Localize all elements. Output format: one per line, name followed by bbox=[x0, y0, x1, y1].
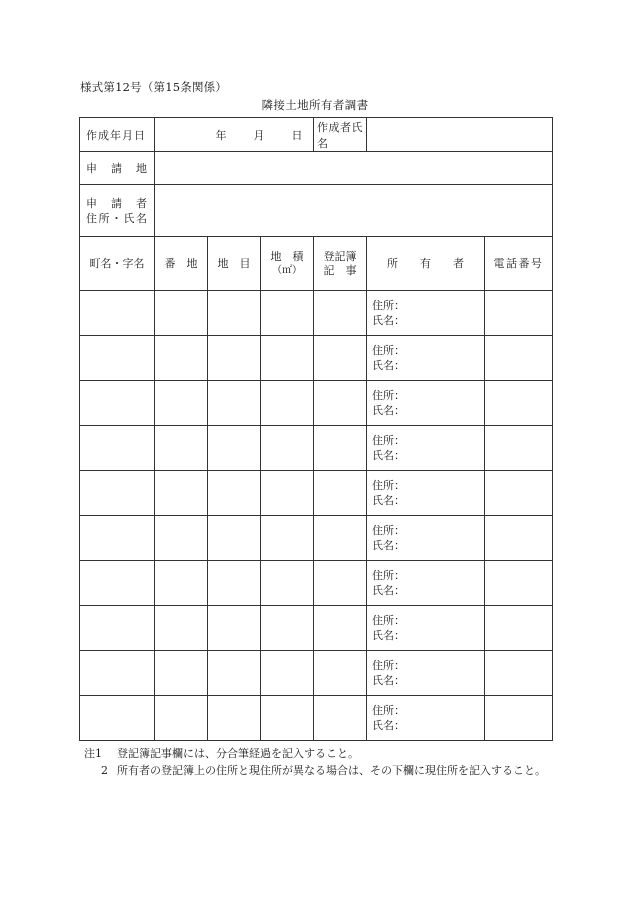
cell-owner[interactable] bbox=[367, 336, 485, 381]
cell-land-category[interactable] bbox=[208, 516, 261, 561]
cell-land-category[interactable] bbox=[208, 561, 261, 606]
cell-registry[interactable] bbox=[314, 651, 367, 696]
cell-phone[interactable] bbox=[485, 291, 553, 336]
cell-town[interactable] bbox=[80, 381, 155, 426]
col-registry-line2: 記 事 bbox=[323, 263, 357, 277]
table-row bbox=[80, 561, 553, 606]
owner-address-label: 住所： bbox=[372, 659, 405, 672]
owner-name-label: 氏名： bbox=[372, 719, 405, 732]
cell-registry[interactable] bbox=[314, 696, 367, 741]
owner-name-label: 氏名： bbox=[372, 539, 405, 552]
col-phone: 電話番号 bbox=[485, 237, 553, 291]
cell-lot-number[interactable] bbox=[155, 381, 208, 426]
applicant-label bbox=[80, 185, 155, 237]
cell-town[interactable] bbox=[80, 651, 155, 696]
note-item bbox=[84, 762, 554, 779]
cell-phone[interactable] bbox=[485, 426, 553, 471]
note-mark: 注1 bbox=[84, 747, 102, 760]
adjacent-owner-table bbox=[79, 117, 553, 741]
year-unit: 年 bbox=[215, 128, 227, 142]
col-lot-number: 番 地 bbox=[155, 237, 208, 291]
col-town: 町名・字名 bbox=[80, 237, 155, 291]
col-land-category: 地 目 bbox=[208, 237, 261, 291]
table-row bbox=[80, 516, 553, 561]
owner-address-label: 住所： bbox=[372, 299, 405, 312]
cell-lot-number[interactable] bbox=[155, 606, 208, 651]
applicant-field[interactable] bbox=[155, 185, 553, 237]
applied-land-field[interactable] bbox=[155, 152, 553, 185]
cell-owner[interactable] bbox=[367, 516, 485, 561]
cell-lot-number[interactable] bbox=[155, 291, 208, 336]
cell-registry[interactable] bbox=[314, 606, 367, 651]
creator-name-label: 作成者氏名 bbox=[314, 118, 367, 152]
owner-address-label: 住所： bbox=[372, 389, 405, 402]
owner-name-label: 氏名： bbox=[372, 674, 405, 687]
cell-land-category[interactable] bbox=[208, 381, 261, 426]
cell-lot-number[interactable] bbox=[155, 651, 208, 696]
col-area-line2: （㎡） bbox=[272, 264, 302, 276]
applied-land-label: 申 請 地 bbox=[80, 152, 155, 185]
note-text: 所有者の登記簿上の住所と現住所が異なる場合は、その下欄に現住所を記入すること。 bbox=[117, 764, 546, 777]
owner-name-label: 氏名： bbox=[372, 584, 405, 597]
cell-land-category[interactable] bbox=[208, 471, 261, 516]
cell-land-category[interactable] bbox=[208, 426, 261, 471]
owner-rows bbox=[80, 291, 553, 741]
cell-registry[interactable] bbox=[314, 471, 367, 516]
cell-owner[interactable] bbox=[367, 606, 485, 651]
cell-town[interactable] bbox=[80, 561, 155, 606]
created-date-label: 作成年月日 bbox=[80, 118, 155, 152]
table-row bbox=[80, 426, 553, 471]
table-row bbox=[80, 696, 553, 741]
cell-area[interactable] bbox=[261, 471, 314, 516]
cell-area[interactable] bbox=[261, 336, 314, 381]
note-item bbox=[84, 745, 554, 762]
notes bbox=[84, 745, 554, 779]
cell-phone[interactable] bbox=[485, 471, 553, 516]
cell-town[interactable] bbox=[80, 696, 155, 741]
applicant-label-line2: 住所・氏名 bbox=[86, 211, 148, 225]
creator-name-field[interactable] bbox=[367, 118, 553, 152]
cell-phone[interactable] bbox=[485, 651, 553, 696]
owner-address-label: 住所： bbox=[372, 524, 405, 537]
cell-land-category[interactable] bbox=[208, 696, 261, 741]
owner-name-label: 氏名： bbox=[372, 359, 405, 372]
cell-registry[interactable] bbox=[314, 516, 367, 561]
cell-owner[interactable] bbox=[367, 291, 485, 336]
cell-lot-number[interactable] bbox=[155, 696, 208, 741]
applicant-row bbox=[80, 185, 553, 237]
owner-address-label: 住所： bbox=[372, 704, 405, 717]
owner-address-label: 住所： bbox=[372, 614, 405, 627]
cell-town[interactable] bbox=[80, 291, 155, 336]
cell-phone[interactable] bbox=[485, 516, 553, 561]
cell-registry[interactable] bbox=[314, 381, 367, 426]
cell-land-category[interactable] bbox=[208, 336, 261, 381]
owner-name-label: 氏名： bbox=[372, 404, 405, 417]
note-mark: 2 bbox=[101, 764, 108, 777]
col-registry-line1: 登記簿 bbox=[323, 249, 357, 263]
column-header-row bbox=[80, 237, 553, 291]
cell-area[interactable] bbox=[261, 606, 314, 651]
col-area-line1: 地 積 bbox=[270, 249, 304, 263]
created-date-row bbox=[80, 118, 553, 152]
cell-phone[interactable] bbox=[485, 561, 553, 606]
cell-town[interactable] bbox=[80, 606, 155, 651]
applicant-label-line1: 申 請 者 bbox=[86, 196, 148, 210]
month-unit: 月 bbox=[253, 128, 265, 142]
table-row bbox=[80, 336, 553, 381]
table-row bbox=[80, 606, 553, 651]
cell-town[interactable] bbox=[80, 471, 155, 516]
cell-phone[interactable] bbox=[485, 696, 553, 741]
cell-land-category[interactable] bbox=[208, 291, 261, 336]
cell-lot-number[interactable] bbox=[155, 471, 208, 516]
cell-area[interactable] bbox=[261, 651, 314, 696]
owner-address-label: 住所： bbox=[372, 434, 405, 447]
owner-address-label: 住所： bbox=[372, 569, 405, 582]
col-registry bbox=[314, 237, 367, 291]
cell-area[interactable] bbox=[261, 426, 314, 471]
cell-town[interactable] bbox=[80, 426, 155, 471]
cell-owner[interactable] bbox=[367, 426, 485, 471]
cell-owner[interactable] bbox=[367, 651, 485, 696]
cell-lot-number[interactable] bbox=[155, 336, 208, 381]
cell-owner[interactable] bbox=[367, 381, 485, 426]
cell-land-category[interactable] bbox=[208, 651, 261, 696]
cell-registry[interactable] bbox=[314, 291, 367, 336]
cell-area[interactable] bbox=[261, 516, 314, 561]
cell-registry[interactable] bbox=[314, 561, 367, 606]
document-title: 隣接土地所有者調書 bbox=[261, 98, 369, 112]
owner-name-label: 氏名： bbox=[372, 314, 405, 327]
table-row bbox=[80, 291, 553, 336]
cell-owner[interactable] bbox=[367, 696, 485, 741]
cell-area[interactable] bbox=[261, 561, 314, 606]
owner-address-label: 住所： bbox=[372, 479, 405, 492]
cell-land-category[interactable] bbox=[208, 606, 261, 651]
cell-phone[interactable] bbox=[485, 606, 553, 651]
cell-area[interactable] bbox=[261, 696, 314, 741]
day-unit: 日 bbox=[291, 128, 303, 142]
owner-name-label: 氏名： bbox=[372, 494, 405, 507]
table-row bbox=[80, 471, 553, 516]
cell-registry[interactable] bbox=[314, 426, 367, 471]
created-date-field[interactable] bbox=[155, 118, 314, 152]
form-number: 様式第12号（第15条関係） bbox=[80, 80, 228, 94]
cell-owner[interactable] bbox=[367, 561, 485, 606]
cell-owner[interactable] bbox=[367, 471, 485, 516]
table-row bbox=[80, 651, 553, 696]
cell-area[interactable] bbox=[261, 381, 314, 426]
cell-area[interactable] bbox=[261, 291, 314, 336]
cell-phone[interactable] bbox=[485, 336, 553, 381]
cell-town[interactable] bbox=[80, 516, 155, 561]
owner-name-label: 氏名： bbox=[372, 449, 405, 462]
cell-town[interactable] bbox=[80, 336, 155, 381]
cell-registry[interactable] bbox=[314, 336, 367, 381]
cell-lot-number[interactable] bbox=[155, 426, 208, 471]
cell-phone[interactable] bbox=[485, 381, 553, 426]
table-row bbox=[80, 381, 553, 426]
cell-lot-number[interactable] bbox=[155, 561, 208, 606]
col-area bbox=[261, 237, 314, 291]
owner-name-label: 氏名： bbox=[372, 629, 405, 642]
owner-address-label: 住所： bbox=[372, 344, 405, 357]
cell-lot-number[interactable] bbox=[155, 516, 208, 561]
applied-land-row bbox=[80, 152, 553, 185]
note-text: 登記簿記事欄には、分合筆経過を記入すること。 bbox=[117, 747, 359, 760]
col-owner: 所 有 者 bbox=[367, 237, 485, 291]
